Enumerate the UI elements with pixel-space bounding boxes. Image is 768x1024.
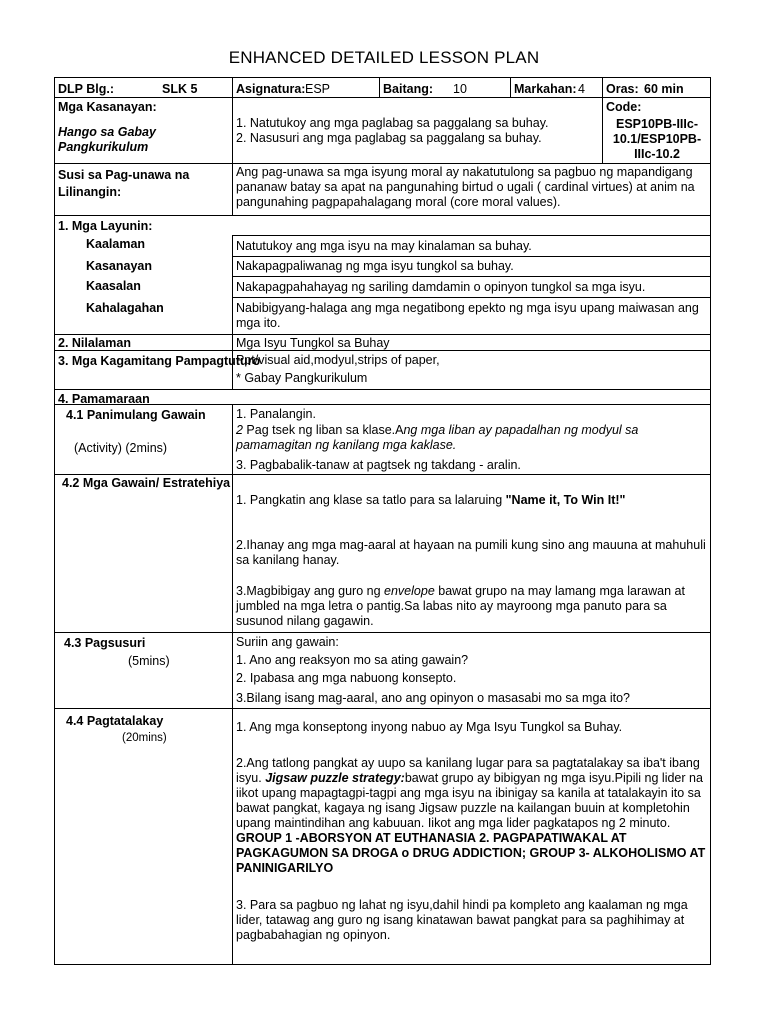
markahan-value: 4: [578, 82, 585, 96]
oras-value: 60 min: [644, 82, 684, 96]
panimulang-item-3: 3. Pagbabalik-tanaw at pagtsek ng takdang - aralin.: [236, 458, 521, 472]
susi-text: Ang pag-unawa sa mga isyung moral ay nakatutulong sa pagbuo ng mapandigang pananaw batay sa apat na pangunahing birtud o ugali ( cardinal virtues) at anim na pangunahing pagpapahalagang moral (core moral values).: [236, 165, 695, 209]
pagtatalakay-time: (20mins): [122, 732, 167, 744]
layunin-kaalaman-label: Kaalaman: [86, 237, 146, 251]
pagtatalakay-paragraph-1: 1. Ang mga konseptong inyong nabuo ay Mga Isyu Tungkol sa Buhay.: [236, 720, 623, 734]
panimulang-item-2-text: Pag tsek ng liban sa klase.A: [242, 423, 404, 437]
baitang-value: 10: [453, 82, 467, 96]
layunin-kasanayan-text: Nakapagpaliwanag ng mga isyu tungkol sa buhay.: [236, 259, 514, 273]
layunin-kaasalan-label: Kaasalan: [86, 279, 141, 293]
gawain-paragraph-3: [236, 584, 708, 629]
kasanayan-label: Mga Kasanayan:: [58, 100, 157, 114]
envelope-word: envelope: [384, 584, 435, 598]
pamamaraan-label: 4. Pamamaraan: [58, 392, 150, 406]
pagsusuri-time: (5mins): [128, 654, 170, 668]
pagsusuri-label: 4.3 Pagsusuri: [64, 636, 146, 650]
pagtatalakay-paragraph-2-b: bawat grupo ay bibigyan ng mga isyu.Pipili ng lider na iikot upang mapagtagpi-tagpi ang mga isyu na ibinigay sa kanila at tatalakayin ito sa bawat pangkat, kagaya ng isang Jigsaw puzzle na kailangan buuin at kompletohin upang maintindihan ang kabuuan. Iikot ang mga lider pagkatapos ng 2 minuto.: [236, 771, 703, 830]
oras-label: Oras:: [606, 82, 639, 96]
gawain-paragraph-1: [236, 493, 625, 508]
panimulang-item-1: 1. Panalangin.: [236, 407, 316, 421]
markahan-label: Markahan:: [514, 82, 577, 96]
pagsusuri-line-1: Suriin ang gawain:: [236, 635, 339, 649]
game-title: "Name it, To Win It!": [505, 493, 626, 507]
panimulang-item-2-italic: ng mga liban ay papadalhan ng modyul sa pamamagitan ng kanilang mga kaklase.: [236, 423, 639, 452]
pagtatalakay-paragraph-2-a: 2.Ang tatlong pangkat ay uupo sa kanilang lugar para sa pagtatalakay sa iba't ibang isyu.: [236, 756, 700, 785]
gawain-paragraph-2: 2.Ihanay ang mga mag-aaral at hayaan na pumili kung sino ang mauuna at mahuhuli sa kanilang hanay.: [236, 538, 706, 567]
kasanayan-item-1: 1. Natutukoy ang mga paglabag sa paggalang sa buhay.: [236, 116, 549, 130]
panimulang-item-2-number: 2: [236, 423, 243, 437]
kagamitan-line-1: Ppt/visual aid,modyul,strips of paper,: [236, 353, 440, 367]
pagsusuri-line-3: 2. Ipabasa ang mga nabuong konsepto.: [236, 671, 457, 685]
code-value: ESP10PB-IIIc-10.1/ESP10PB-IIIc-10.2: [612, 117, 702, 161]
kagamitan-line-2: * Gabay Pangkurikulum: [236, 371, 368, 385]
dlp-value: SLK 5: [162, 82, 198, 96]
layunin-kaalaman-text: Natutukoy ang mga isyu na may kinalaman sa buhay.: [236, 239, 532, 253]
asignatura-value: ESP: [305, 82, 331, 96]
kasanayan-item-2: 2. Nasusuri ang mga paglabag sa paggalang sa buhay.: [236, 131, 542, 145]
layunin-kaasalan-text: Nakapagpahahayag ng sariling damdamin o opinyon tungkol sa mga isyu.: [236, 280, 646, 294]
nilalaman-text: Mga Isyu Tungkol sa Buhay: [236, 336, 390, 350]
kasanayan-source: Hango sa Gabay Pangkurikulum: [58, 125, 156, 154]
susi-label: Susi sa Pag-unawa na Lilinangin:: [58, 168, 190, 199]
layunin-kahalagahan-text: Nabibigyang-halaga ang mga negatibong epekto ng mga isyu upang maiwasan ang mga ito.: [236, 301, 699, 330]
mga-gawain-label: 4.2 Mga Gawain/ Estratehiya: [62, 476, 231, 490]
baitang-label: Baitang:: [383, 82, 433, 96]
pagtatalakay-label: 4.4 Pagtatalakay: [66, 714, 164, 728]
pagsusuri-line-2: 1. Ano ang reaksyon mo sa ating gawain?: [236, 653, 469, 667]
gawain-paragraph-1-text: 1. Pangkatin ang klase sa tatlo para sa lalaruing: [236, 493, 506, 507]
layunin-kahalagahan-label: Kahalagahan: [86, 301, 164, 315]
pagtatalakay-paragraph-2: [236, 756, 708, 831]
pagsusuri-line-4: 3.Bilang isang mag-aaral, ano ang opinyon o masasabi mo sa mga ito?: [236, 691, 630, 705]
page-title: ENHANCED DETAILED LESSON PLAN: [228, 48, 540, 67]
layunin-kasanayan-label: Kasanayan: [86, 259, 153, 273]
panimulang-item-2: [236, 423, 708, 453]
jigsaw-strategy-label: Jigsaw puzzle strategy:: [265, 771, 405, 785]
dlp-label: DLP Blg.:: [58, 82, 115, 96]
asignatura-label: Asignatura:: [236, 82, 306, 96]
gawain-paragraph-3-b: bawat grupo na may lamang mga larawan at jumbled na mga letra o pantig.Sa labas nito ay mayroong mga panuto para sa susunod nilang gagawin.: [236, 584, 685, 628]
layunin-label: 1. Mga Layunin:: [58, 219, 153, 233]
nilalaman-label: 2. Nilalaman: [58, 336, 131, 350]
code-label: Code:: [606, 100, 642, 114]
panimulang-gawain-label: 4.1 Panimulang Gawain: [66, 408, 206, 422]
gawain-paragraph-3-a: 3.Magbibigay ang guro ng: [236, 584, 385, 598]
kagamitan-label: 3. Mga Kagamitang Pampagtuturo: [58, 354, 261, 368]
pagtatalakay-paragraph-3: 3. Para sa pagbuo ng lahat ng isyu,dahil hindi pa kompleto ang kaalaman ng mga lider, tatawag ang guro ng isang kinatawan bawat pangkat para sa paghihimay at pagbabahagian ng opinyon.: [236, 898, 688, 942]
panimulang-gawain-time: (Activity) (2mins): [74, 441, 168, 455]
group-assignments: GROUP 1 -ABORSYON AT EUTHANASIA 2. PAGPAPATIWAKAL AT PAGKAGUMON SA DROGA o DRUG ADDICTION; GROUP 3- ALKOHOLISMO AT PANINIGARILYO: [236, 831, 706, 875]
